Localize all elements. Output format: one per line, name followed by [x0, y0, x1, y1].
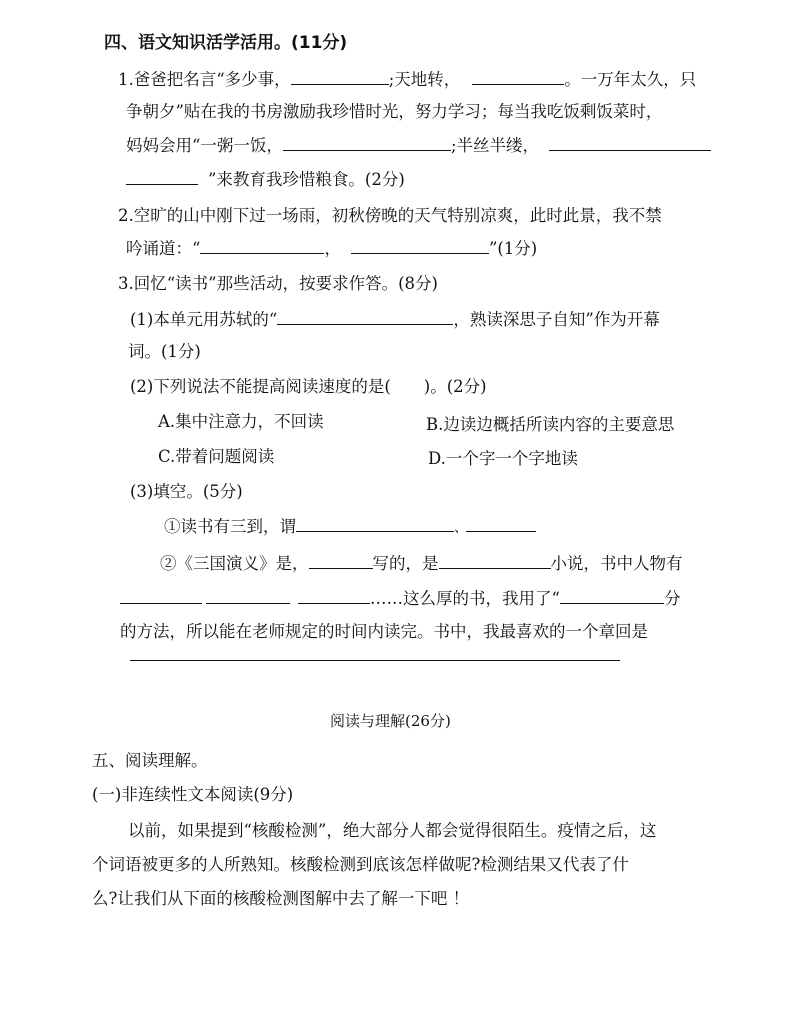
q1-text-f: ”来教育我珍惜粮食。(2分) [208, 170, 405, 189]
q1-line-2: 争朝夕”贴在我的书房激励我珍惜时光，努力学习；每当我吃饭剩饭菜时， [126, 102, 663, 121]
q3-fill-4: 的方法，所以能在老师规定的时间内读完。书中，我最喜欢的一个章回是 [120, 622, 648, 641]
answer-blank[interactable] [296, 515, 454, 532]
q3-sub3: (3)填空。(5分) [130, 482, 243, 501]
q3-fill-1-text: ①读书有三到，谓 [164, 517, 296, 536]
section5-heading: 五、阅读理解。 [92, 751, 208, 770]
q2-line-1: 2.空旷的山中刚下过一场雨，初秋傍晚的天气特别凉爽，此时此景，我不禁 [118, 206, 662, 225]
q1-text-c: 。一万年太久，只 [564, 70, 697, 89]
q1-text-e: ;半丝半缕， [450, 136, 539, 155]
q2-text-c: ”(1分) [488, 239, 538, 258]
q1-line-1 [118, 68, 696, 91]
reading-paragraph-line-3: 么?让我们从下面的核酸检测图解中去了解一下吧 ！ [92, 889, 470, 908]
answer-blank[interactable] [130, 644, 620, 661]
option-b[interactable]: B.边读边概括所读内容的主要意思 [426, 415, 675, 434]
q2-text-b: ， [324, 239, 341, 258]
answer-blank[interactable] [200, 237, 324, 254]
reading-title: 阅读与理解(26分) [330, 712, 451, 730]
q3-fill-5 [130, 644, 620, 667]
q3-sub1-text-a: (1)本单元用苏轼的“ [130, 310, 278, 329]
answer-blank[interactable] [298, 587, 370, 604]
q1-text-d: 妈妈会用“一粥一饭， [126, 136, 283, 155]
q3-sub1-text-b: ，熟读深思子自知”作为开幕 [453, 310, 660, 329]
answer-blank[interactable] [309, 552, 373, 569]
answer-blank[interactable] [439, 552, 551, 569]
option-d[interactable]: D.一个字一个字地读 [428, 449, 578, 468]
q2-text-a: 吟诵道：“ [126, 239, 201, 258]
q3-fill-3-text-b: 分 [663, 589, 681, 608]
q2-line-2 [126, 237, 537, 260]
q3-fill-1 [164, 515, 536, 539]
answer-blank[interactable] [560, 587, 664, 604]
q3-fill-3 [120, 587, 680, 610]
q3-fill-3-text-a: ……这么厚的书，我用了“ [370, 589, 560, 608]
q1-text-a: 1.爸爸把名言“多少事， [118, 70, 291, 89]
q3-sub2: (2)下列说法不能提高阅读速度的是( )。(2分) [130, 377, 487, 396]
answer-blank[interactable] [277, 308, 453, 325]
answer-blank[interactable] [283, 134, 451, 151]
q1-line-3 [126, 134, 711, 157]
answer-blank[interactable] [351, 237, 489, 254]
q3-sub1-line-1 [130, 308, 660, 331]
option-a[interactable]: A.集中注意力，不回读 [158, 412, 324, 431]
q3-fill-2-text-c: 小说，书中人物有 [550, 554, 683, 573]
reading-paragraph-line-2: 个词语被更多的人所熟知。核酸检测到底该怎样做呢?检测结果又代表了什 [92, 855, 629, 874]
q3-fill-2-text-b: 写的，是 [372, 554, 439, 573]
answer-blank[interactable] [291, 68, 389, 85]
answer-blank[interactable] [120, 587, 202, 604]
answer-blank[interactable] [466, 515, 536, 532]
answer-blank[interactable] [206, 587, 290, 604]
answer-blank[interactable] [549, 134, 711, 151]
q3-fill-1-comma: 、 [454, 520, 468, 536]
q3-fill-2 [160, 552, 683, 575]
answer-blank[interactable] [472, 68, 564, 85]
q1-text-b: ;天地转， [388, 70, 461, 89]
section-heading: 四、语文知识活学活用。(11分) [104, 33, 348, 53]
q1-line-4 [126, 168, 405, 191]
reading-subheading: (一)非连续性文本阅读(9分) [92, 785, 294, 804]
q3-fill-2-text-a: ②《三国演义》是， [160, 554, 309, 573]
reading-paragraph-line-1: 以前，如果提到“核酸检测”，绝大部分人都会觉得很陌生。疫情之后，这 [128, 821, 657, 840]
q3-heading: 3.回忆“读书”那些活动，按要求作答。(8分) [118, 274, 438, 293]
q3-sub1-line-2: 词。(1分) [128, 342, 201, 361]
answer-blank[interactable] [126, 168, 198, 185]
option-c[interactable]: C.带着问题阅读 [158, 447, 275, 466]
